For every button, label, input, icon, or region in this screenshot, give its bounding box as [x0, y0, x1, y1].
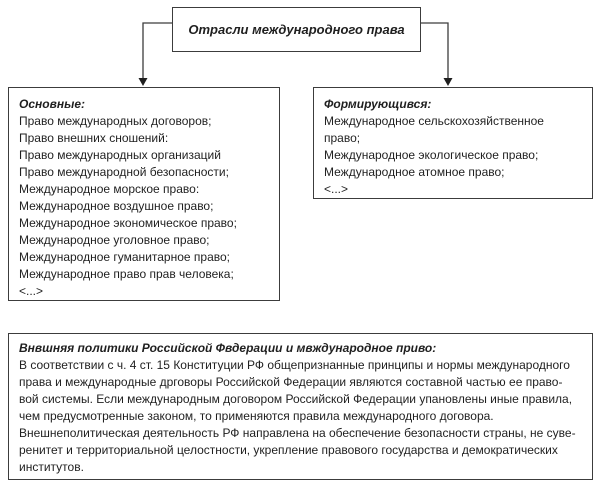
forming-branches-header: Формирующився:	[324, 97, 432, 111]
title-box	[172, 7, 421, 52]
left-connector-line	[143, 23, 172, 79]
list-item: Международное гуманитарное право;	[19, 250, 231, 264]
main-branches-header: Основные:	[19, 97, 85, 111]
paragraph-line: В соответствии с ч. 4 ст. 15 Конституции РФ общепризнанные принципы и нормы международного	[19, 358, 570, 372]
list-item: Международное атомное право;	[324, 165, 505, 179]
list-item: Международное уголовное право;	[19, 233, 210, 247]
list-item: Право международных договоров;	[19, 114, 212, 128]
paragraph-line: права и международные дрговоры Российской Федерации являются составной частью ее право-	[19, 375, 563, 389]
forming-branches-box	[313, 87, 593, 199]
right-connector-line	[421, 23, 448, 79]
list-item: Международное морское право:	[19, 182, 200, 196]
foreign-policy-note-box	[8, 333, 593, 480]
foreign-policy-note-header: Внвшняя политики Российской Фвдерации и мвждународное приво:	[19, 341, 437, 355]
left-arrowhead-icon	[139, 78, 148, 86]
list-item: Международное экологическое право;	[324, 148, 539, 162]
list-item: Международное воздушное право;	[19, 199, 214, 213]
paragraph-line: чем предусмотренные законом, то применяются правила международного договора.	[19, 409, 494, 423]
list-item: Право международной безопасности;	[19, 165, 229, 179]
diagram-title: Отрасли международного права	[188, 22, 405, 37]
right-arrowhead-icon	[444, 78, 453, 86]
list-item-ellipsis: <...>	[19, 284, 44, 298]
list-item: Международное сельскохозяйственное	[324, 114, 544, 128]
list-item: право;	[324, 131, 361, 145]
paragraph-line: Внешнеполитическая деятельность РФ направлена на обеспечение безопасности страны, не суве-	[19, 426, 576, 440]
list-item: Право международных организаций	[19, 148, 221, 162]
list-item: Международное право прав человека;	[19, 267, 234, 281]
paragraph-line: институтов.	[19, 460, 84, 474]
list-item: Международное экономическое право;	[19, 216, 237, 230]
paragraph-line: вой системы. Если международным договором Российской Федерации упановлены иные правила,	[19, 392, 573, 406]
paragraph-line: ренитет и территориальной целостности, укрепление правового государства и демократических	[19, 443, 558, 457]
main-branches-box	[8, 87, 280, 301]
list-item: Право внешних сношений:	[19, 131, 169, 145]
list-item-ellipsis: <...>	[324, 182, 349, 196]
